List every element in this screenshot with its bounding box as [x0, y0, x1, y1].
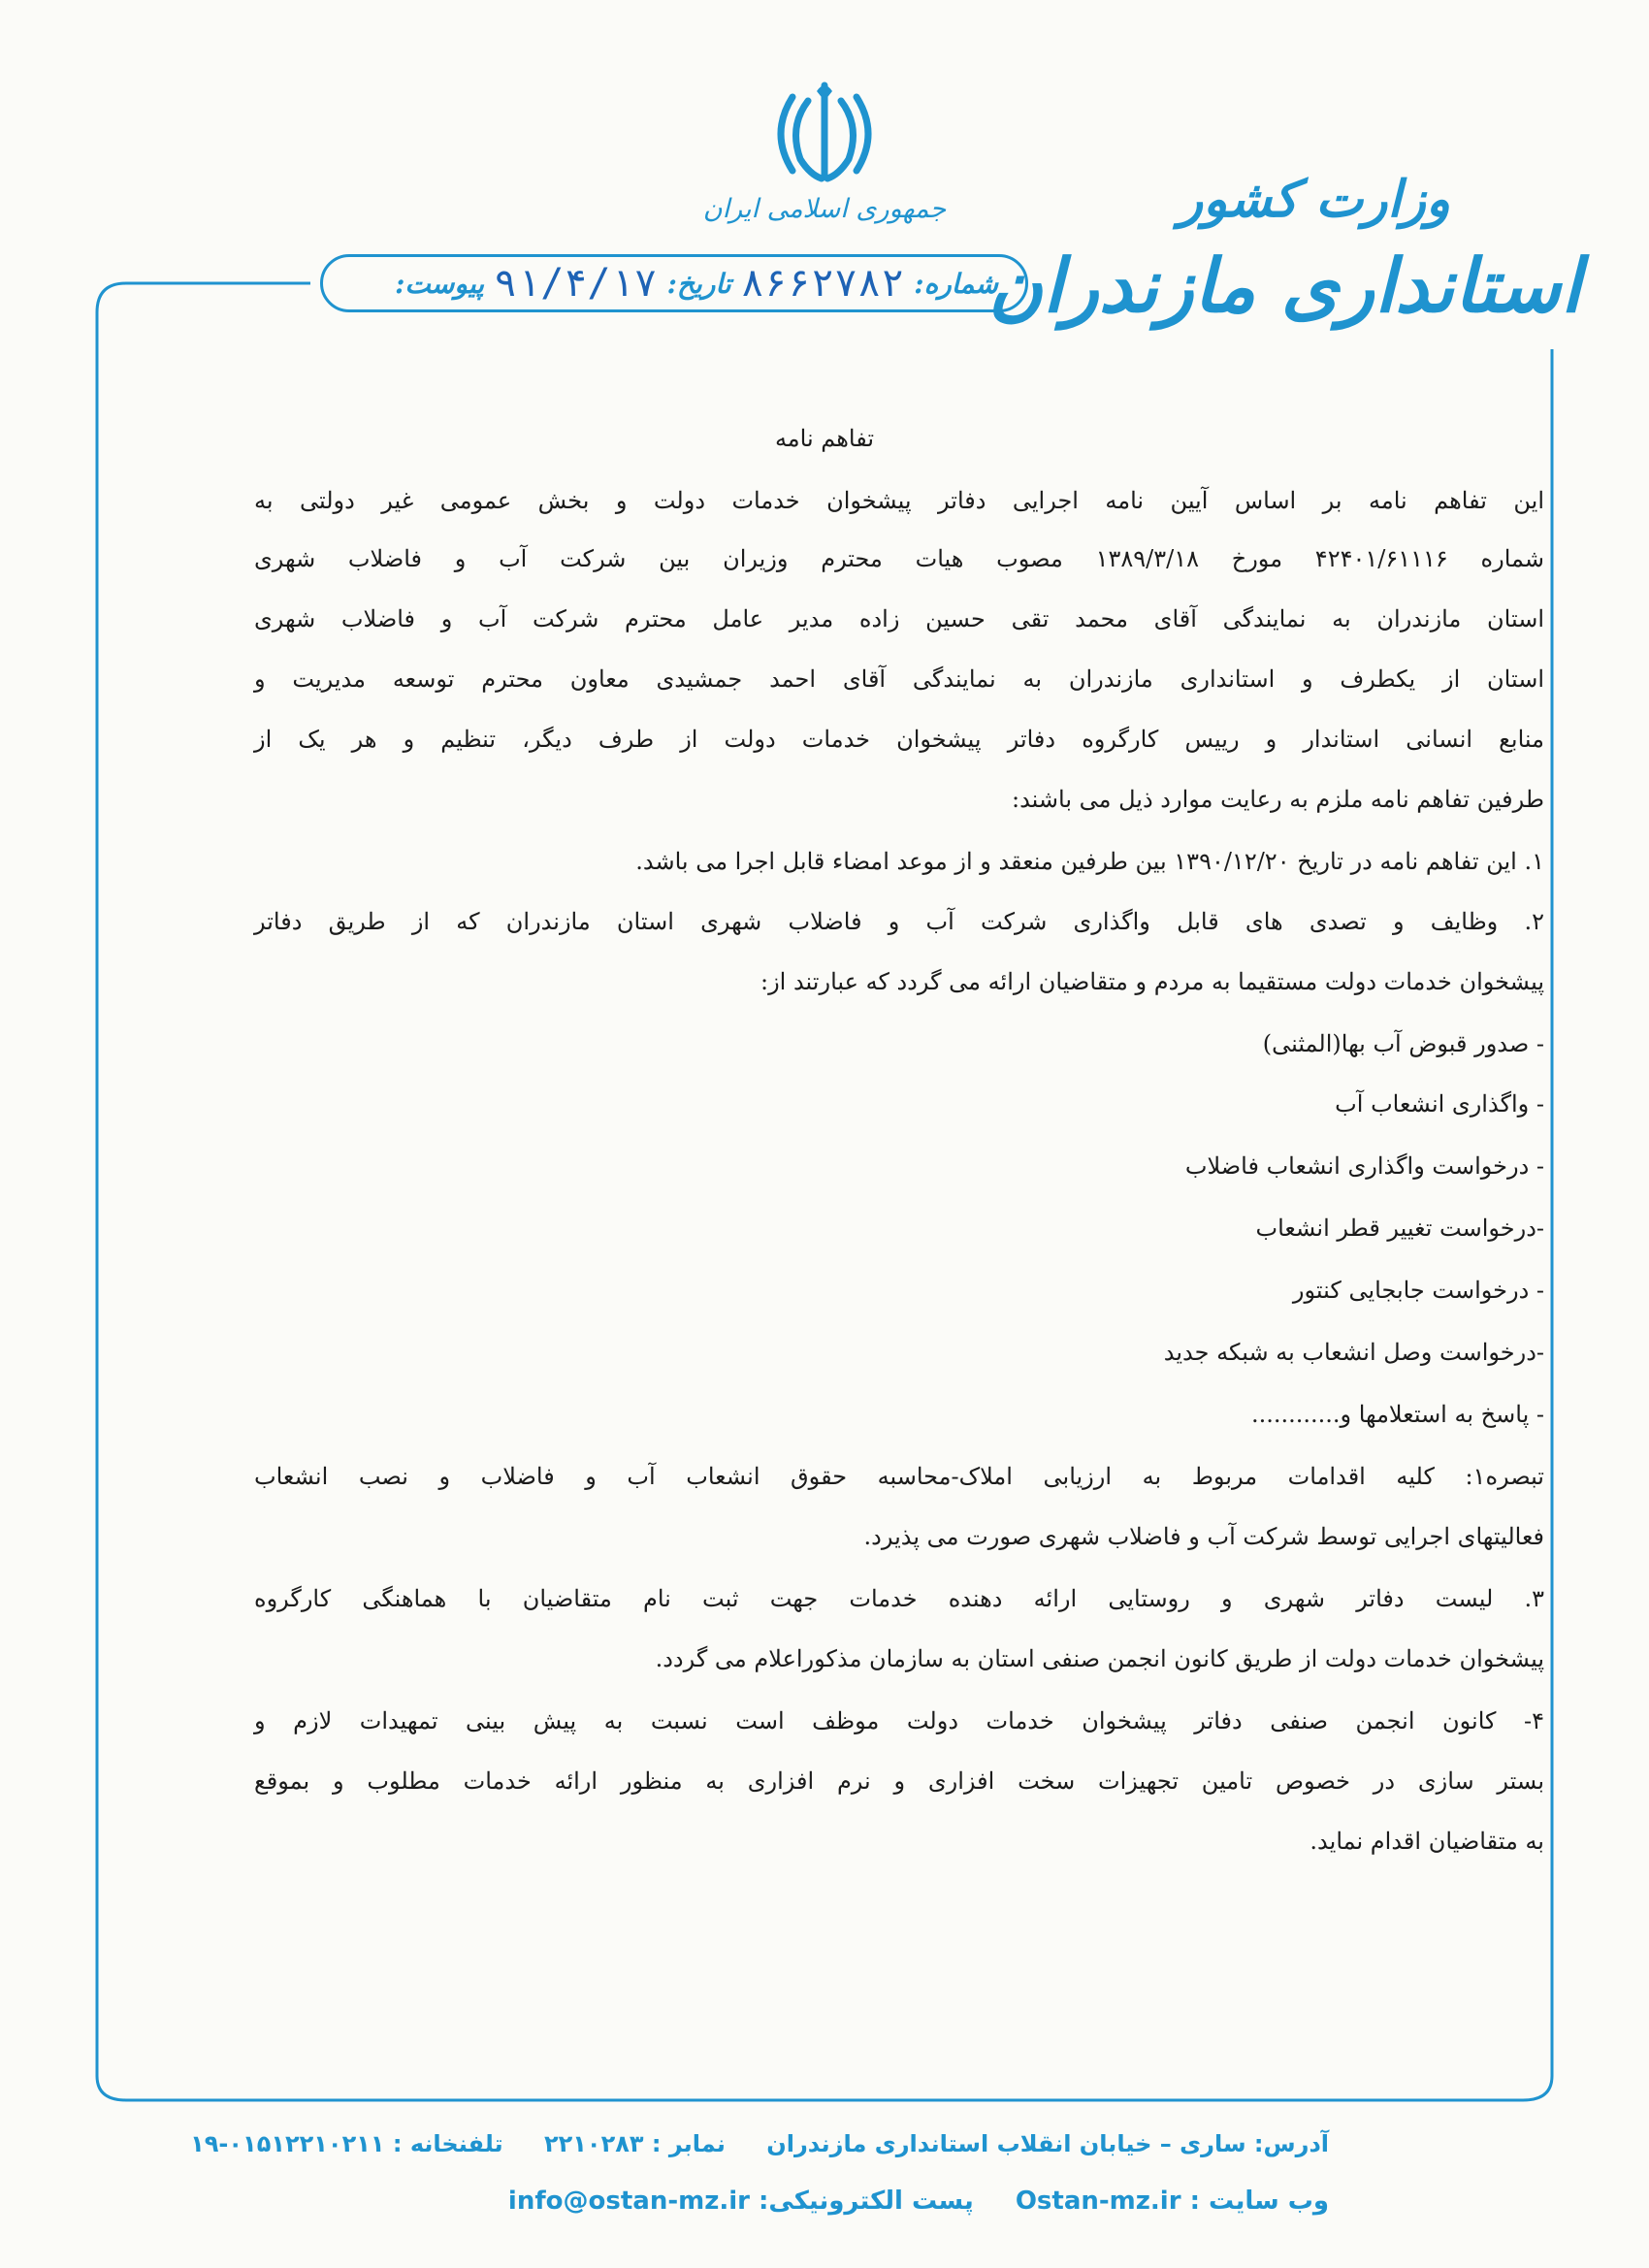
body-line: ۴- کانون انجمن صنفی دفاتر پیشخوان خدمات دولت موظف است نسبت به پیش بینی تمهیدات لازم و — [254, 1707, 1544, 1734]
footer-address: آدرس: ساری – خیابان انقلاب استانداری مازندران — [766, 2130, 1329, 2157]
governorate-name: استانداری مازندران — [988, 243, 1581, 329]
ministry-name: وزارت کشور — [1179, 170, 1450, 229]
body-line: - درخواست جابجایی کنتور — [1292, 1277, 1544, 1304]
body-line: -درخواست وصل انشعاب به شبکه جدید — [1163, 1339, 1544, 1366]
body-line: -درخواست تغییر قطر انشعاب — [1255, 1215, 1544, 1242]
body-line: فعالیتهای اجرایی توسط شرکت آب و فاضلاب شهری صورت می پذیرد. — [863, 1523, 1544, 1550]
body-line: این تفاهم نامه بر اساس آیین نامه اجرایی دفاتر پیشخوان خدمات دولت و بخش عمومی غیر دولتی به — [254, 487, 1544, 514]
footer-phone — [190, 2130, 502, 2157]
body-line: بستر سازی در خصوص تامین تجهیزات سخت افزاری و نرم افزاری به منظور ارائه خدمات مطلوب و بموقع — [254, 1767, 1544, 1795]
date-value: ۹۱/۴/۱۷ — [494, 261, 658, 306]
body-line: - پاسخ به استعلامها و............ — [1250, 1401, 1544, 1428]
body-line: به متقاضیان اقدام نماید. — [1310, 1828, 1544, 1855]
date-label: تاریخ: — [666, 267, 731, 300]
website-label: وب سایت : — [1189, 2187, 1329, 2216]
attachment-label: پیوست: — [395, 267, 485, 300]
footer-contact-line — [190, 2130, 1329, 2157]
body-line: - درخواست واگذاری انشعاب فاضلاب — [1184, 1152, 1544, 1180]
document-title: تفاهم نامه — [774, 425, 875, 452]
fax-label: نمابر : — [651, 2130, 726, 2157]
body-line: ۲. وظایف و تصدی های قابل واگذاری شرکت آب و فاضلاب شهری استان مازندران که از طریق دفاتر — [254, 908, 1544, 935]
body-line: شماره ۴۲۴۰۱/۶۱۱۱۶ مورخ ۱۳۸۹/۳/۱۸ مصوب هیات محترم وزیران بین شرکت آب و فاضلاب شهری — [254, 545, 1544, 572]
footer-email[interactable] — [508, 2187, 974, 2216]
country-caption: جمهوری اسلامی ایران — [702, 194, 947, 224]
body-line: پیشخوان خدمات دولت مستقیما به مردم و متقاضیان ارائه می گردد که عبارتند از: — [760, 968, 1544, 995]
footer-fax — [544, 2130, 726, 2157]
number-label: شماره: — [914, 267, 998, 300]
body-line: - صدور قبوض آب بها(المثنی) — [1262, 1030, 1544, 1057]
iran-emblem-icon — [771, 78, 878, 192]
body-line: پیشخوان خدمات دولت از طریق کانون انجمن صنفی استان به سازمان مذکوراعلام می گردد. — [655, 1645, 1544, 1672]
body-line: منابع انسانی استاندار و رییس کارگروه دفاتر پیشخوان خدمات دولت از طرف دیگر، تنظیم و هر یک از — [254, 726, 1544, 753]
footer-website[interactable] — [1016, 2187, 1329, 2216]
body-line: طرفین تفاهم نامه ملزم به رعایت موارد ذیل می باشند: — [1011, 786, 1544, 813]
body-line: استان مازندران به نمایندگی آقای محمد تقی حسین زاده مدیر عامل محترم شرکت آب و فاضلاب شهری — [254, 605, 1544, 632]
phone-label: تلفنخانه : — [392, 2130, 503, 2157]
email-link[interactable]: info@ostan-mz.ir — [507, 2187, 750, 2216]
body-line: تبصره۱: کلیه اقدامات مربوط به ارزیابی املاک-محاسبه حقوق انشعاب آب و فاضلاب و نصب انشعاب — [254, 1463, 1544, 1490]
number-value: ۸۶۶۲۷۸۲ — [740, 261, 905, 306]
body-line: ۱. این تفاهم نامه در تاریخ ۱۳۹۰/۱۲/۲۰ بین طرفین منعقد و از موعد امضاء قابل اجرا می باشد. — [635, 848, 1544, 875]
body-line: - واگذاری انشعاب آب — [1335, 1090, 1544, 1118]
body-line: استان از یکطرف و استانداری مازندران به نمایندگی آقای احمد جمشیدی معاون محترم توسعه مدیریت و — [254, 665, 1544, 693]
letter-meta — [320, 254, 1028, 312]
email-label: پست الکترونیکی: — [759, 2187, 974, 2216]
footer-web-line — [291, 2187, 1329, 2216]
body-line: ۳. لیست دفاتر شهری و روستایی ارائه دهنده خدمات جهت ثبت نام متقاضیان با هماهنگی کارگروه — [254, 1585, 1544, 1612]
phone-value: ۰۱۵۱۲۲۱۰۲۱۱-۱۹ — [190, 2130, 385, 2157]
website-link[interactable]: Ostan-mz.ir — [1015, 2187, 1181, 2216]
fax-value: ۲۲۱۰۲۸۳ — [543, 2130, 644, 2157]
